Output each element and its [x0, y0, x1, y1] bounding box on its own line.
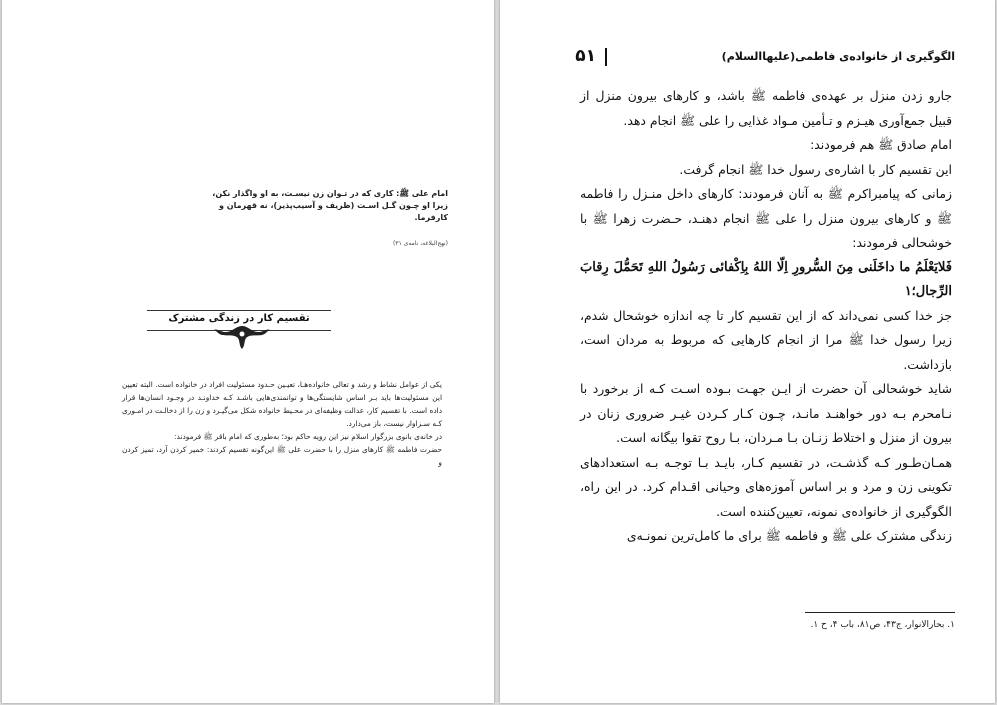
section-heading-label: تقسیم کار در زندگی مشترک: [168, 313, 310, 324]
ornament-icon: [212, 322, 272, 352]
page-number: ۵۱: [575, 46, 596, 66]
left-paragraph: در خانه‌ی بانوی بزرگوار اسلام نیز این رویه حاکم بود؛ به‌طوری که امام باقر ﷺ فرمودند:: [174, 432, 442, 441]
body-paragraph: جارو زدن منزل بر عهده‌ی فاطمه ﷺ باشد، و کارهای بیرون منزل از قبیل جمع‌آوری هیـزم و تـأمین مـواد غذایی را علی ﷺ انجام دهد.: [580, 88, 952, 128]
body-paragraph: این تقسیم کار با اشاره‌ی رسول خدا ﷺ انجام گرفت.: [679, 161, 952, 177]
left-body-text: [122, 378, 442, 469]
body-paragraph: شاید خوشحالی آن حضرت از ایـن جهـت بـوده اسـت کـه از برخورد با نـامحرم بـه دور خواهنـد مانـد، چـون کـار کـردن غیـر ضروری زنان در بیرون از منزل و اختلاط زنـان بـا مـردان، بـا روح تقوا بیگانه است.: [580, 381, 952, 445]
left-page: [2, 0, 494, 703]
side-quote: امام علی ﷺ: کاری که در تـوان زن نیسـت، به او واگذار نکن، زیرا او چـون گـل اسـت (ظریف و آسیب‌پذیر)، نه قهرمان و کارفرما.: [212, 189, 448, 222]
body-paragraph: جز خدا کسی نمی‌داند که از این تقسیم کار تا چه اندازه خوشحال شدم، زیرا رسول خدا ﷺ مرا از انجام کارهایی که مربوط به مردان است، بازداشت.: [580, 307, 952, 372]
footnote-rule: [805, 612, 955, 613]
body-paragraph: زندگی مشترک علی ﷺ و فاطمه ﷺ برای ما کامل‌ترین نمونـه‌ی: [626, 528, 952, 543]
side-quote-source: (نهج‌البلاغه، نامه‌ی ۳۱): [392, 240, 448, 247]
body-text: [580, 84, 952, 549]
left-paragraph: حضرت فاطمه ﷺ کارهای منزل را با حضرت علی ﷺ این‌گونه تقسیم کردند: خمیر کردن آرد، تمیز کردن و: [122, 445, 442, 467]
heading-rule-top: [147, 310, 331, 311]
running-header: [500, 46, 995, 68]
left-paragraph: یکی از عوامل نشاط و رشد و تعالی خانواده‌هـا، تعیـین حـدود مسئولیت افراد در خانواده است. البته تعیین این مسئولیت‌ها باید بـر اساس شایستگی‌ها و توانمندی‌هایی باشـد کـه خداونـد در وجـود انسان‌ها قرار داده است. با تقسیم کار، عدالت وظیفه‌ای در محـیط خانواده شکل می‌گیـرد و زن را از دخالـت در امـوری کـه سـزاوار نیست، باز می‌دارد.: [122, 380, 442, 428]
arabic-quote: فَلایَعْلَمُ ما داخَلَنی مِنَ السُّرورِ اِلّا اللهُ بِاِکْفائی رَسُولُ اللهِ تَحَمُّلَ رِقابَ الرِّجال؛۱: [580, 259, 952, 299]
body-paragraph: امام صادق ﷺ هم فرمودند:: [810, 137, 952, 152]
footnote: ۱. بحارالانوار، ج۴۳، ص۸۱، باب ۴، ح ۱.: [810, 620, 955, 630]
body-paragraph: همـان‌طـور کـه گذشـت، در تقسیم کـار، بایـد بـا توجـه بـه استعدادهای تکوینی زن و مرد و بر اساس آموزه‌های وحیانی اقـدام کرد. در این راه، الگوگیری از خانواده‌ی نمونه، تعیین‌کننده است.: [580, 454, 952, 519]
right-page: [500, 0, 995, 703]
header-divider: [605, 48, 607, 66]
running-title: الگوگیری از خانواده‌ی فاطمی(علیهاالسلام): [721, 50, 955, 63]
body-paragraph: زمانی که پیامبراکرم ﷺ به آنان فرمودند: کارهای داخل منـزل را فاطمه ﷺ و کارهای بیرون منزل را علی ﷺ انجام دهنـد، حـضرت زهرا ﷺ با خوشحالی فرمودند:: [580, 186, 952, 250]
